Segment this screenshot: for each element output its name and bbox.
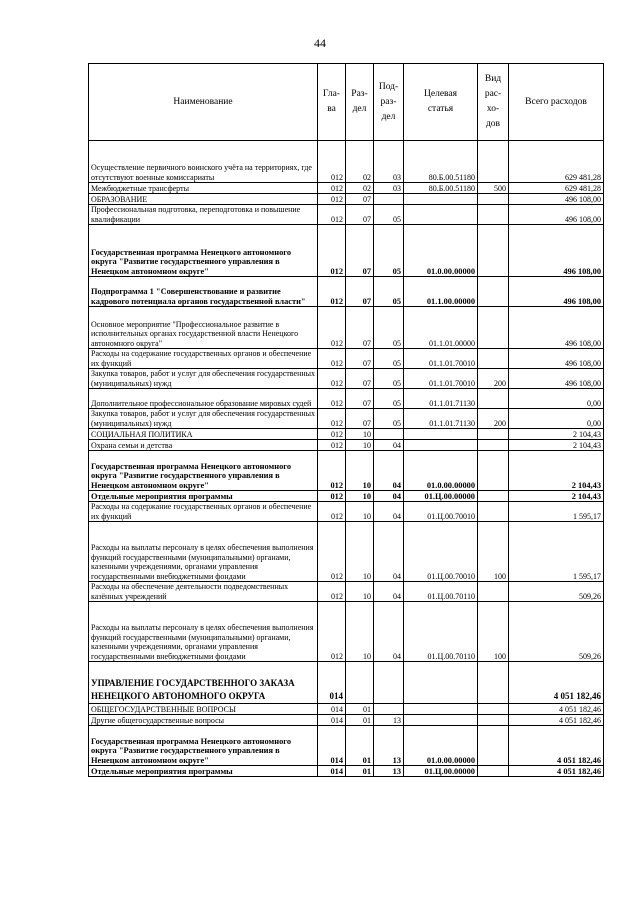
cell-subsection: 04 bbox=[374, 502, 404, 522]
cell-subsection: 05 bbox=[374, 307, 404, 349]
cell-expense-type bbox=[478, 141, 509, 183]
cell-section: 07 bbox=[346, 277, 374, 307]
cell-name: Закупка товаров, работ и услуг для обеспечения государственных (муниципальных) нужд bbox=[89, 409, 318, 429]
cell-total: 4 051 182,46 bbox=[509, 726, 604, 766]
cell-name: Межбюджетные трансферты bbox=[89, 183, 318, 194]
cell-subsection bbox=[374, 662, 404, 704]
cell-section: 07 bbox=[346, 369, 374, 389]
header-expense-type: Вид рас- хо- дов bbox=[478, 64, 509, 141]
cell-chapter: 014 bbox=[318, 704, 346, 715]
table-row bbox=[89, 183, 604, 194]
cell-total: 496 108,00 bbox=[509, 277, 604, 307]
cell-section: 10 bbox=[346, 491, 374, 502]
cell-section: 10 bbox=[346, 582, 374, 602]
cell-section: 07 bbox=[346, 205, 374, 225]
cell-chapter: 014 bbox=[318, 726, 346, 766]
header-total: Всего расходов bbox=[509, 64, 604, 141]
table-row bbox=[89, 307, 604, 349]
cell-total: 509,26 bbox=[509, 582, 604, 602]
cell-section: 07 bbox=[346, 409, 374, 429]
cell-total: 4 051 182,46 bbox=[509, 662, 604, 704]
budget-table bbox=[88, 63, 604, 777]
cell-chapter: 012 bbox=[318, 409, 346, 429]
cell-target: 01.Ц.00.00000 bbox=[404, 491, 478, 502]
cell-name: Осуществление первичного воинского учёта на территориях, где отсутствуют военные комиссариаты bbox=[89, 141, 318, 183]
cell-section: 10 bbox=[346, 429, 374, 440]
table-row bbox=[89, 429, 604, 440]
cell-name: Отдельные мероприятия программы bbox=[89, 766, 318, 777]
cell-target: 01.Ц.00.70010 bbox=[404, 502, 478, 522]
cell-section: 02 bbox=[346, 183, 374, 194]
cell-total: 496 108,00 bbox=[509, 205, 604, 225]
cell-name: Расходы на содержание государственных органов и обеспечение их функций bbox=[89, 349, 318, 369]
cell-chapter: 012 bbox=[318, 141, 346, 183]
cell-section: 07 bbox=[346, 225, 374, 277]
cell-name: Государственная программа Ненецкого автономного округа "Развитие государственного управления в Ненецком автономном округе" bbox=[89, 225, 318, 277]
cell-chapter: 014 bbox=[318, 766, 346, 777]
header-row bbox=[89, 64, 604, 141]
cell-name: СОЦИАЛЬНАЯ ПОЛИТИКА bbox=[89, 429, 318, 440]
cell-subsection: 04 bbox=[374, 522, 404, 582]
table-row bbox=[89, 766, 604, 777]
cell-section: 07 bbox=[346, 194, 374, 205]
cell-chapter: 012 bbox=[318, 225, 346, 277]
cell-target: 01.0.00.00000 bbox=[404, 225, 478, 277]
table-body bbox=[89, 141, 604, 777]
cell-expense-type: 100 bbox=[478, 522, 509, 582]
cell-section: 02 bbox=[346, 141, 374, 183]
cell-section: 10 bbox=[346, 602, 374, 662]
cell-subsection: 13 bbox=[374, 726, 404, 766]
cell-expense-type bbox=[478, 766, 509, 777]
cell-subsection: 13 bbox=[374, 766, 404, 777]
cell-total: 509,26 bbox=[509, 602, 604, 662]
header-section: Раз- дел bbox=[346, 64, 374, 141]
cell-target: 01.1.01.70010 bbox=[404, 369, 478, 389]
cell-subsection: 05 bbox=[374, 205, 404, 225]
cell-expense-type bbox=[478, 194, 509, 205]
table-row bbox=[89, 662, 604, 704]
cell-name: Государственная программа Ненецкого автономного округа "Развитие государственного управления в Ненецком автономном округе" bbox=[89, 726, 318, 766]
cell-name: Закупка товаров, работ и услуг для обеспечения государственных (муниципальных) нужд bbox=[89, 369, 318, 389]
cell-total: 2 104,43 bbox=[509, 451, 604, 491]
cell-name: Дополнительное профессиональное образование мировых судей bbox=[89, 389, 318, 409]
cell-chapter: 012 bbox=[318, 522, 346, 582]
cell-target bbox=[404, 715, 478, 726]
cell-total: 496 108,00 bbox=[509, 194, 604, 205]
cell-total: 2 104,43 bbox=[509, 440, 604, 451]
cell-chapter: 012 bbox=[318, 602, 346, 662]
header-name: Наименование bbox=[89, 64, 318, 141]
cell-subsection: 05 bbox=[374, 277, 404, 307]
cell-name: Отдельные мероприятия программы bbox=[89, 491, 318, 502]
cell-total: 629 481,28 bbox=[509, 141, 604, 183]
table-row bbox=[89, 715, 604, 726]
cell-section: 07 bbox=[346, 389, 374, 409]
cell-target bbox=[404, 662, 478, 704]
cell-name: Расходы на содержание государственных органов и обеспечение их функций bbox=[89, 502, 318, 522]
cell-chapter: 012 bbox=[318, 277, 346, 307]
cell-chapter: 012 bbox=[318, 502, 346, 522]
cell-expense-type bbox=[478, 662, 509, 704]
table-row bbox=[89, 491, 604, 502]
cell-target bbox=[404, 704, 478, 715]
cell-target: 01.Ц.00.70010 bbox=[404, 522, 478, 582]
cell-total: 4 051 182,46 bbox=[509, 715, 604, 726]
cell-section bbox=[346, 662, 374, 704]
cell-expense-type bbox=[478, 205, 509, 225]
cell-expense-type bbox=[478, 491, 509, 502]
cell-total: 2 104,43 bbox=[509, 429, 604, 440]
cell-subsection: 03 bbox=[374, 141, 404, 183]
cell-target: 01.1.00.00000 bbox=[404, 277, 478, 307]
table-row bbox=[89, 522, 604, 582]
cell-expense-type bbox=[478, 277, 509, 307]
cell-target: 01.1.01.71130 bbox=[404, 389, 478, 409]
table-row bbox=[89, 502, 604, 522]
cell-expense-type bbox=[478, 451, 509, 491]
cell-subsection: 04 bbox=[374, 491, 404, 502]
cell-chapter: 012 bbox=[318, 307, 346, 349]
cell-subsection: 13 bbox=[374, 715, 404, 726]
header-target: Целевая статья bbox=[404, 64, 478, 141]
cell-section: 01 bbox=[346, 726, 374, 766]
cell-chapter: 012 bbox=[318, 429, 346, 440]
table-row bbox=[89, 194, 604, 205]
cell-target: 01.1.01.00000 bbox=[404, 307, 478, 349]
cell-target: 80.Б.00.51180 bbox=[404, 141, 478, 183]
cell-expense-type bbox=[478, 502, 509, 522]
cell-total: 4 051 182,46 bbox=[509, 704, 604, 715]
cell-section: 10 bbox=[346, 451, 374, 491]
table-row bbox=[89, 205, 604, 225]
cell-expense-type bbox=[478, 307, 509, 349]
cell-total: 4 051 182,46 bbox=[509, 766, 604, 777]
cell-total: 1 595,17 bbox=[509, 522, 604, 582]
cell-total: 0,00 bbox=[509, 389, 604, 409]
cell-subsection: 05 bbox=[374, 389, 404, 409]
cell-chapter: 012 bbox=[318, 389, 346, 409]
cell-chapter: 012 bbox=[318, 451, 346, 491]
cell-target bbox=[404, 194, 478, 205]
table-row bbox=[89, 602, 604, 662]
cell-section: 01 bbox=[346, 704, 374, 715]
table-row bbox=[89, 582, 604, 602]
cell-expense-type bbox=[478, 704, 509, 715]
cell-name: Основное мероприятие "Профессиональное развитие в исполнительных органах государственной власти Ненецкого автономного округа" bbox=[89, 307, 318, 349]
cell-subsection: 03 bbox=[374, 183, 404, 194]
cell-name: ОБРАЗОВАНИЕ bbox=[89, 194, 318, 205]
table-row bbox=[89, 704, 604, 715]
cell-total: 496 108,00 bbox=[509, 307, 604, 349]
cell-subsection: 05 bbox=[374, 225, 404, 277]
cell-total: 1 595,17 bbox=[509, 502, 604, 522]
cell-name: Расходы на выплаты персоналу в целях обеспечения выполнения функций государственными (муниципальными) органами, казенными учреждениями, органами управления государственными внебюджетными фондами bbox=[89, 602, 318, 662]
cell-name: ОБЩЕГОСУДАРСТВЕННЫЕ ВОПРОСЫ bbox=[89, 704, 318, 715]
cell-target bbox=[404, 205, 478, 225]
cell-name: Расходы на обеспечение деятельности подведомственных казённых учреждений bbox=[89, 582, 318, 602]
cell-name: УПРАВЛЕНИЕ ГОСУДАРСТВЕННОГО ЗАКАЗА НЕНЕЦКОГО АВТОНОМНОГО ОКРУГА bbox=[89, 662, 318, 704]
cell-subsection: 05 bbox=[374, 369, 404, 389]
cell-subsection: 04 bbox=[374, 582, 404, 602]
cell-target: 01.1.01.71130 bbox=[404, 409, 478, 429]
cell-name: Профессиональная подготовка, переподготовка и повышение квалификации bbox=[89, 205, 318, 225]
cell-section: 01 bbox=[346, 715, 374, 726]
cell-expense-type bbox=[478, 429, 509, 440]
table-row bbox=[89, 141, 604, 183]
cell-target: 01.Ц.00.00000 bbox=[404, 766, 478, 777]
header-subsection: Под- раз- дел bbox=[374, 64, 404, 141]
cell-expense-type: 200 bbox=[478, 369, 509, 389]
cell-target: 01.0.00.00000 bbox=[404, 451, 478, 491]
cell-subsection: 05 bbox=[374, 409, 404, 429]
table-row bbox=[89, 369, 604, 389]
cell-subsection: 05 bbox=[374, 349, 404, 369]
cell-total: 0,00 bbox=[509, 409, 604, 429]
cell-subsection bbox=[374, 704, 404, 715]
cell-section: 01 bbox=[346, 766, 374, 777]
cell-chapter: 012 bbox=[318, 582, 346, 602]
cell-target: 01.0.00.00000 bbox=[404, 726, 478, 766]
cell-total: 629 481,28 bbox=[509, 183, 604, 194]
table-row bbox=[89, 409, 604, 429]
cell-target: 01.1.01.70010 bbox=[404, 349, 478, 369]
header-chapter: Гла- ва bbox=[318, 64, 346, 141]
cell-name: Подпрограмма 1 "Совершенствование и развитие кадрового потенциала органов государственной власти" bbox=[89, 277, 318, 307]
cell-subsection bbox=[374, 194, 404, 205]
cell-target: 01.Ц.00.70110 bbox=[404, 602, 478, 662]
page-number: 44 bbox=[314, 36, 326, 50]
cell-chapter: 012 bbox=[318, 440, 346, 451]
cell-subsection: 04 bbox=[374, 440, 404, 451]
cell-subsection bbox=[374, 429, 404, 440]
cell-expense-type bbox=[478, 389, 509, 409]
cell-expense-type bbox=[478, 715, 509, 726]
cell-total: 496 108,00 bbox=[509, 349, 604, 369]
cell-chapter: 012 bbox=[318, 369, 346, 389]
cell-expense-type bbox=[478, 582, 509, 602]
table-row bbox=[89, 440, 604, 451]
cell-chapter: 012 bbox=[318, 183, 346, 194]
cell-chapter: 012 bbox=[318, 205, 346, 225]
cell-expense-type bbox=[478, 726, 509, 766]
cell-chapter: 012 bbox=[318, 194, 346, 205]
table-row bbox=[89, 277, 604, 307]
cell-section: 07 bbox=[346, 349, 374, 369]
cell-expense-type: 100 bbox=[478, 602, 509, 662]
table-row bbox=[89, 225, 604, 277]
cell-target: 01.Ц.00.70110 bbox=[404, 582, 478, 602]
cell-section: 10 bbox=[346, 502, 374, 522]
cell-target: 80.Б.00.51180 bbox=[404, 183, 478, 194]
cell-subsection: 04 bbox=[374, 451, 404, 491]
cell-subsection: 04 bbox=[374, 602, 404, 662]
cell-total: 496 108,00 bbox=[509, 369, 604, 389]
cell-chapter: 014 bbox=[318, 662, 346, 704]
cell-section: 07 bbox=[346, 307, 374, 349]
cell-expense-type bbox=[478, 349, 509, 369]
cell-name: Другие общегосударственные вопросы bbox=[89, 715, 318, 726]
cell-section: 10 bbox=[346, 522, 374, 582]
cell-name: Расходы на выплаты персоналу в целях обеспечения выполнения функций государственными (муниципальными) органами, казенными учреждениями, органами управления государственными внебюджетными фондами bbox=[89, 522, 318, 582]
cell-total: 2 104,43 bbox=[509, 491, 604, 502]
cell-target bbox=[404, 440, 478, 451]
cell-expense-type bbox=[478, 225, 509, 277]
table-row bbox=[89, 349, 604, 369]
table-row bbox=[89, 389, 604, 409]
cell-name: Государственная программа Ненецкого автономного округа "Развитие государственного управления в Ненецком автономном округе" bbox=[89, 451, 318, 491]
cell-chapter: 012 bbox=[318, 349, 346, 369]
cell-expense-type bbox=[478, 440, 509, 451]
table-row bbox=[89, 451, 604, 491]
cell-expense-type: 200 bbox=[478, 409, 509, 429]
cell-expense-type: 500 bbox=[478, 183, 509, 194]
cell-target bbox=[404, 429, 478, 440]
cell-chapter: 014 bbox=[318, 715, 346, 726]
cell-total: 496 108,00 bbox=[509, 225, 604, 277]
cell-name: Охрана семьи и детства bbox=[89, 440, 318, 451]
table-row bbox=[89, 726, 604, 766]
cell-section: 10 bbox=[346, 440, 374, 451]
cell-chapter: 012 bbox=[318, 491, 346, 502]
